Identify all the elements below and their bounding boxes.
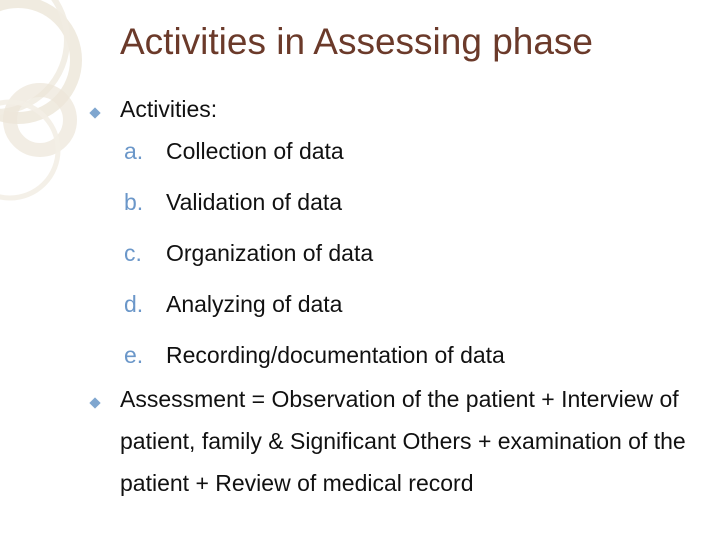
list-letter: d.: [124, 291, 144, 317]
list-item: [124, 177, 505, 228]
activity-list: [124, 126, 505, 381]
list-item: [124, 228, 505, 279]
list-item-text: Recording/documentation of data: [166, 342, 505, 368]
list-item: [124, 330, 505, 381]
list-letter: a.: [124, 138, 144, 164]
list-item-text: Analyzing of data: [166, 291, 343, 317]
list-letter: e.: [124, 342, 144, 368]
list-item-text: Collection of data: [166, 138, 344, 164]
bullet-text: Assessment = Observation of the patient + Interview of patient, family & Significant Others + examination of the patient + Review of medical record: [120, 386, 686, 496]
list-item: [124, 126, 505, 177]
bullet-text: Activities:: [120, 96, 218, 122]
slide-title: Activities in Assessing phase: [120, 21, 594, 62]
diamond-bullet-icon: [88, 106, 102, 120]
list-letter: c.: [124, 240, 142, 266]
list-item-text: Organization of data: [166, 240, 374, 266]
diamond-bullet-icon: [88, 396, 102, 410]
bullet-item-assessment: [88, 387, 688, 504]
list-item: [124, 279, 505, 330]
list-item-text: Validation of data: [166, 189, 343, 215]
list-letter: b.: [124, 189, 144, 215]
